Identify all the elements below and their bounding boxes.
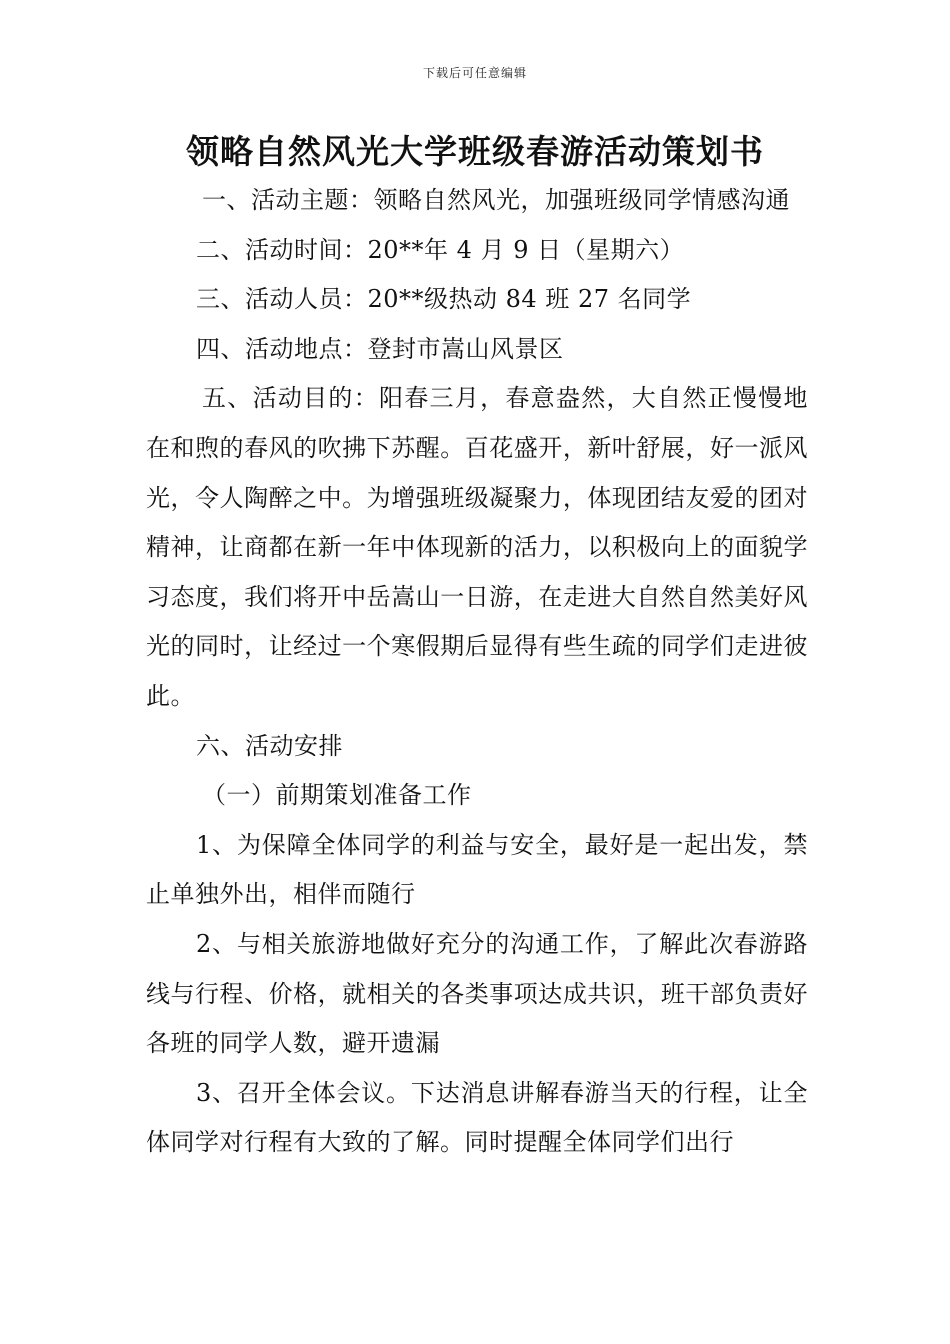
header-note: 下载后可任意编辑 (422, 66, 527, 80)
paragraph-theme: 一、活动主题：领略自然风光，加强班级同学情感沟通 (202, 186, 790, 214)
section-heading-arrangement: 六、活动安排 (196, 731, 343, 760)
paragraph-purpose: 五、活动目的：阳春三月，春意盎然，大自然正慢慢地在和煦的春风的吹拂下苏醒。百花盛开，新叶舒展，好一派风光，令人陶醉之中。为增强班级凝聚力，体现团结友爱的团对精神，让商都在新一年中体现新的活力，以积极向上的面貌学习态度，我们将开中岳嵩山一日游，在走进大自然自然美好风光的同时，让经过一个寒假期后显得有些生疏的同学们走进彼此。 (146, 384, 808, 710)
paragraph-time: 二、活动时间：20**年 4 月 9 日（星期六） (196, 235, 685, 264)
list-item-3: 3、召开全体会议。下达消息讲解春游当天的行程，让全体同学对行程有大致的了解。同时提醒全体同学们出行 (146, 1078, 808, 1157)
list-item-1: 1、为保障全体同学的利益与安全，最好是一起出发，禁止单独外出，相伴而随行 (146, 830, 808, 909)
subsection-heading-preparation: （一）前期策划准备工作 (202, 781, 472, 810)
document-title: 领略自然风光大学班级春游活动策划书 (186, 132, 764, 171)
list-item-2: 2、与相关旅游地做好充分的沟通工作，了解此次春游路线与行程、价格，就相关的各类事项达成共识，班干部负责好各班的同学人数，避开遗漏 (146, 929, 808, 1058)
paragraph-location: 四、活动地点：登封市嵩山风景区 (196, 334, 564, 363)
paragraph-participants: 三、活动人员：20**级热动 84 班 27 名同学 (196, 285, 692, 314)
document-body (146, 176, 808, 1168)
